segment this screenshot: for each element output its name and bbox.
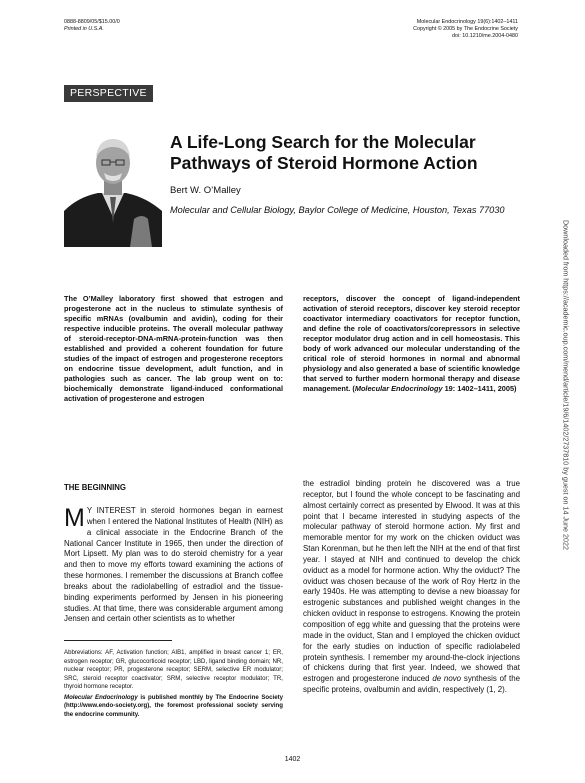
article-type-badge: PERSPECTIVE: [64, 85, 153, 102]
abstract-citation: 19: 1402–1411, 2005): [442, 384, 517, 394]
doi-line: doi: 10.1210/me.2004-0480: [452, 33, 518, 39]
running-header-left: [64, 19, 120, 33]
publisher-note: [64, 694, 283, 720]
page-number: 1402: [284, 756, 301, 763]
copyright-line: Copyright © 2005 by The Endocrine Society: [413, 26, 518, 32]
body-right-text-b: synthesis of the specific proteins, ovalbumin and avidin, respectively (1, 2).: [303, 674, 520, 695]
abstract-journal-name: Molecular Endocrinology: [354, 384, 443, 394]
abbreviations-note: Abbreviations: AF, Activation function; AIB1, amplified in breast cancer 1; ER, estrogen receptor; GR, glucocorticoid receptor; LBD, ligand binding domain; NR, nuclear receptor; PR, progesterone receptor; SERM, selective ER modulator; SRC, steroid receptor coactivator; SRM, selective receptor modulator; TR, thyroid hormone receptor.: [64, 649, 283, 690]
author-name: Bert W. O’Malley: [170, 185, 241, 196]
body-right-text-a: the estradiol binding protein he discovered was a true receptor, but I found the whole concept to be fascinating and almost certainly correct as presented by Elwood. It was at this point that I became interested in studying aspects of the molecular pathway of steroid hormone action. My first and memorable mentor for my work on the chicken oviduct was Stan Korenman, but he then left the NIH at the end of that first year. I stayed at NIH and continued to develop the chick oviduct as a model for hormone action. Why the oviduct? The oviduct was chosen because of the work of Roy Hertz in the early 1940s. He was attempting to devise a new bioassay for estrogenic substances and published weight changes in the chicken oviduct in response to estrogens. Knowing the protein composition of egg white and guessing that the proteins were made in the oviduct, Stan and I employed the chicken oviduct for the early studies on induction of specific radiolabeled protein synthesis. I remember my around-the-clock injections of chickens during that first year. Indeed, we showed that estrogen and progesterone induced: [303, 479, 520, 684]
body-right-italic: de novo: [432, 674, 462, 684]
abstract-right-column: [303, 294, 520, 394]
issn-line: 0888-8809/05/$15.00/0: [64, 19, 120, 25]
section-heading: THE BEGINNING: [64, 483, 126, 492]
author-affiliation: Molecular and Cellular Biology, Baylor College of Medicine, Houston, Texas 77030: [170, 205, 505, 215]
drop-cap: M: [64, 504, 85, 532]
author-photo: [64, 127, 162, 247]
footnote-rule: [64, 640, 172, 641]
download-side-note: Downloaded from https://academic.oup.com/mend/article/19/6/1402/2737810 by guest on 14 June 2022: [561, 219, 571, 551]
body-right-column: [303, 479, 520, 696]
body-left-text: Y INTEREST in steroid hormones began in earnest when I entered the National Institutes of Health (NIH) as a clinical associate in the Endocrine Branch of the National Cancer Institute in 1965, then under the direction of Mort Lipsett. My plan was to do steroid chemistry for a year and then to move my efforts toward examining the actions of these hormones. I remember the discussions at Branch coffee breaks about the radiolabelling of estradiol and the tissue-binding experiments performed by Jensen in his pioneering studies. At that time, there was considerable argument among Jensen and certain other scientists as to whether: [64, 506, 283, 624]
abstract-right-text: receptors, discover the concept of ligand-independent activation of steroid receptors, discover key steroid receptor coactivator intermediary coactivators for receptor function, and define the role of coactivators/corepressors in selective receptor modulator drug action and in cell homeostasis. This body of work advanced our molecular understanding of the critical role of steroid hormones in normal and abnormal physiology and also generated a base of scientific knowledge that served to further modern hormonal therapy and disease management. (: [303, 294, 520, 394]
article-title: A Life-Long Search for the Molecular Pathways of Steroid Hormone Action: [170, 132, 478, 173]
journal-citation-line: Molecular Endocrinology 19(6):1402–1411: [416, 19, 518, 25]
running-header-right: [413, 19, 518, 40]
footnote: [64, 649, 283, 719]
abstract-left-column: The O’Malley laboratory first showed that estrogen and progesterone act in the nucleus to stimulate synthesis of specific mRNAs (ovalbumin and avidin), coding for their respective inducible proteins. The overall molecular pathway of steroid-receptor-DNA-mRNA-protein-function was then established and provided a coherent foundation for future studies of the impact of estrogen and progesterone receptors on endocrine tissue development, adult function, and in pathologies such as cancer. The lab group went on to: biochemically demonstrate ligand-induced conformational activation of progesterone and estrogen: [64, 294, 283, 404]
body-left-column: [64, 506, 283, 625]
publisher-journal-name: Molecular Endocrinology: [64, 693, 138, 701]
publisher-text: is published monthly by The Endocrine Society (http://www.endo-society.org), the foremost professional society serving the endocrine community.: [64, 693, 283, 718]
printed-line: Printed in U.S.A.: [64, 26, 104, 32]
